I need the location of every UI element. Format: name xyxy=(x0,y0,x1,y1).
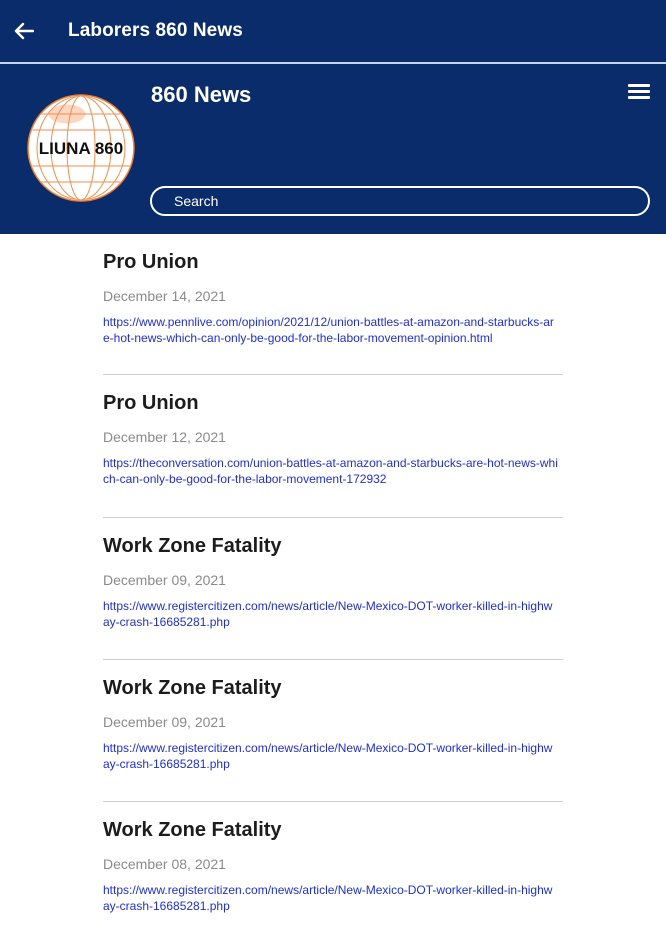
liuna-logo xyxy=(27,94,135,202)
article-link[interactable]: https://www.pennlive.com/opinion/2021/12/union-battles-at-amazon-and-starbucks-are-hot-news-which-can-only-be-good-for-the-labor-movement-opinion.html xyxy=(103,315,554,345)
list-item[interactable] xyxy=(103,802,563,943)
list-item[interactable] xyxy=(103,660,563,802)
list-item[interactable] xyxy=(103,234,563,375)
article-date: December 12, 2021 xyxy=(103,429,226,445)
article-link[interactable]: https://www.registercitizen.com/news/article/New-Mexico-DOT-worker-killed-in-highway-crash-16685281.php xyxy=(103,599,553,629)
search-input[interactable] xyxy=(150,186,650,216)
app-bar xyxy=(0,0,666,62)
app-title: Laborers 860 News xyxy=(68,20,243,41)
list-item[interactable] xyxy=(103,375,563,518)
article-title: Pro Union xyxy=(103,392,199,414)
news-list xyxy=(103,234,563,943)
article-date: December 08, 2021 xyxy=(103,856,226,872)
article-link[interactable]: https://www.registercitizen.com/news/article/New-Mexico-DOT-worker-killed-in-highway-crash-16685281.php xyxy=(103,883,553,913)
article-title: Work Zone Fatality xyxy=(103,677,282,699)
article-date: December 09, 2021 xyxy=(103,572,226,588)
news-header xyxy=(0,64,666,234)
back-arrow-icon[interactable] xyxy=(12,19,36,43)
list-item[interactable] xyxy=(103,518,563,660)
hamburger-menu-icon[interactable] xyxy=(628,84,650,102)
article-link[interactable]: https://www.registercitizen.com/news/article/New-Mexico-DOT-worker-killed-in-highway-crash-16685281.php xyxy=(103,741,553,771)
article-link[interactable]: https://theconversation.com/union-battles-at-amazon-and-starbucks-are-hot-news-which-can-only-be-good-for-the-labor-movement-172932 xyxy=(103,456,558,486)
svg-text:LIUNA 860: LIUNA 860 xyxy=(38,139,124,158)
article-title: Work Zone Fatality xyxy=(103,535,282,557)
article-date: December 09, 2021 xyxy=(103,714,226,730)
article-title: Work Zone Fatality xyxy=(103,819,282,841)
section-title: 860 News xyxy=(151,82,252,107)
article-title: Pro Union xyxy=(103,251,199,273)
article-date: December 14, 2021 xyxy=(103,288,226,304)
